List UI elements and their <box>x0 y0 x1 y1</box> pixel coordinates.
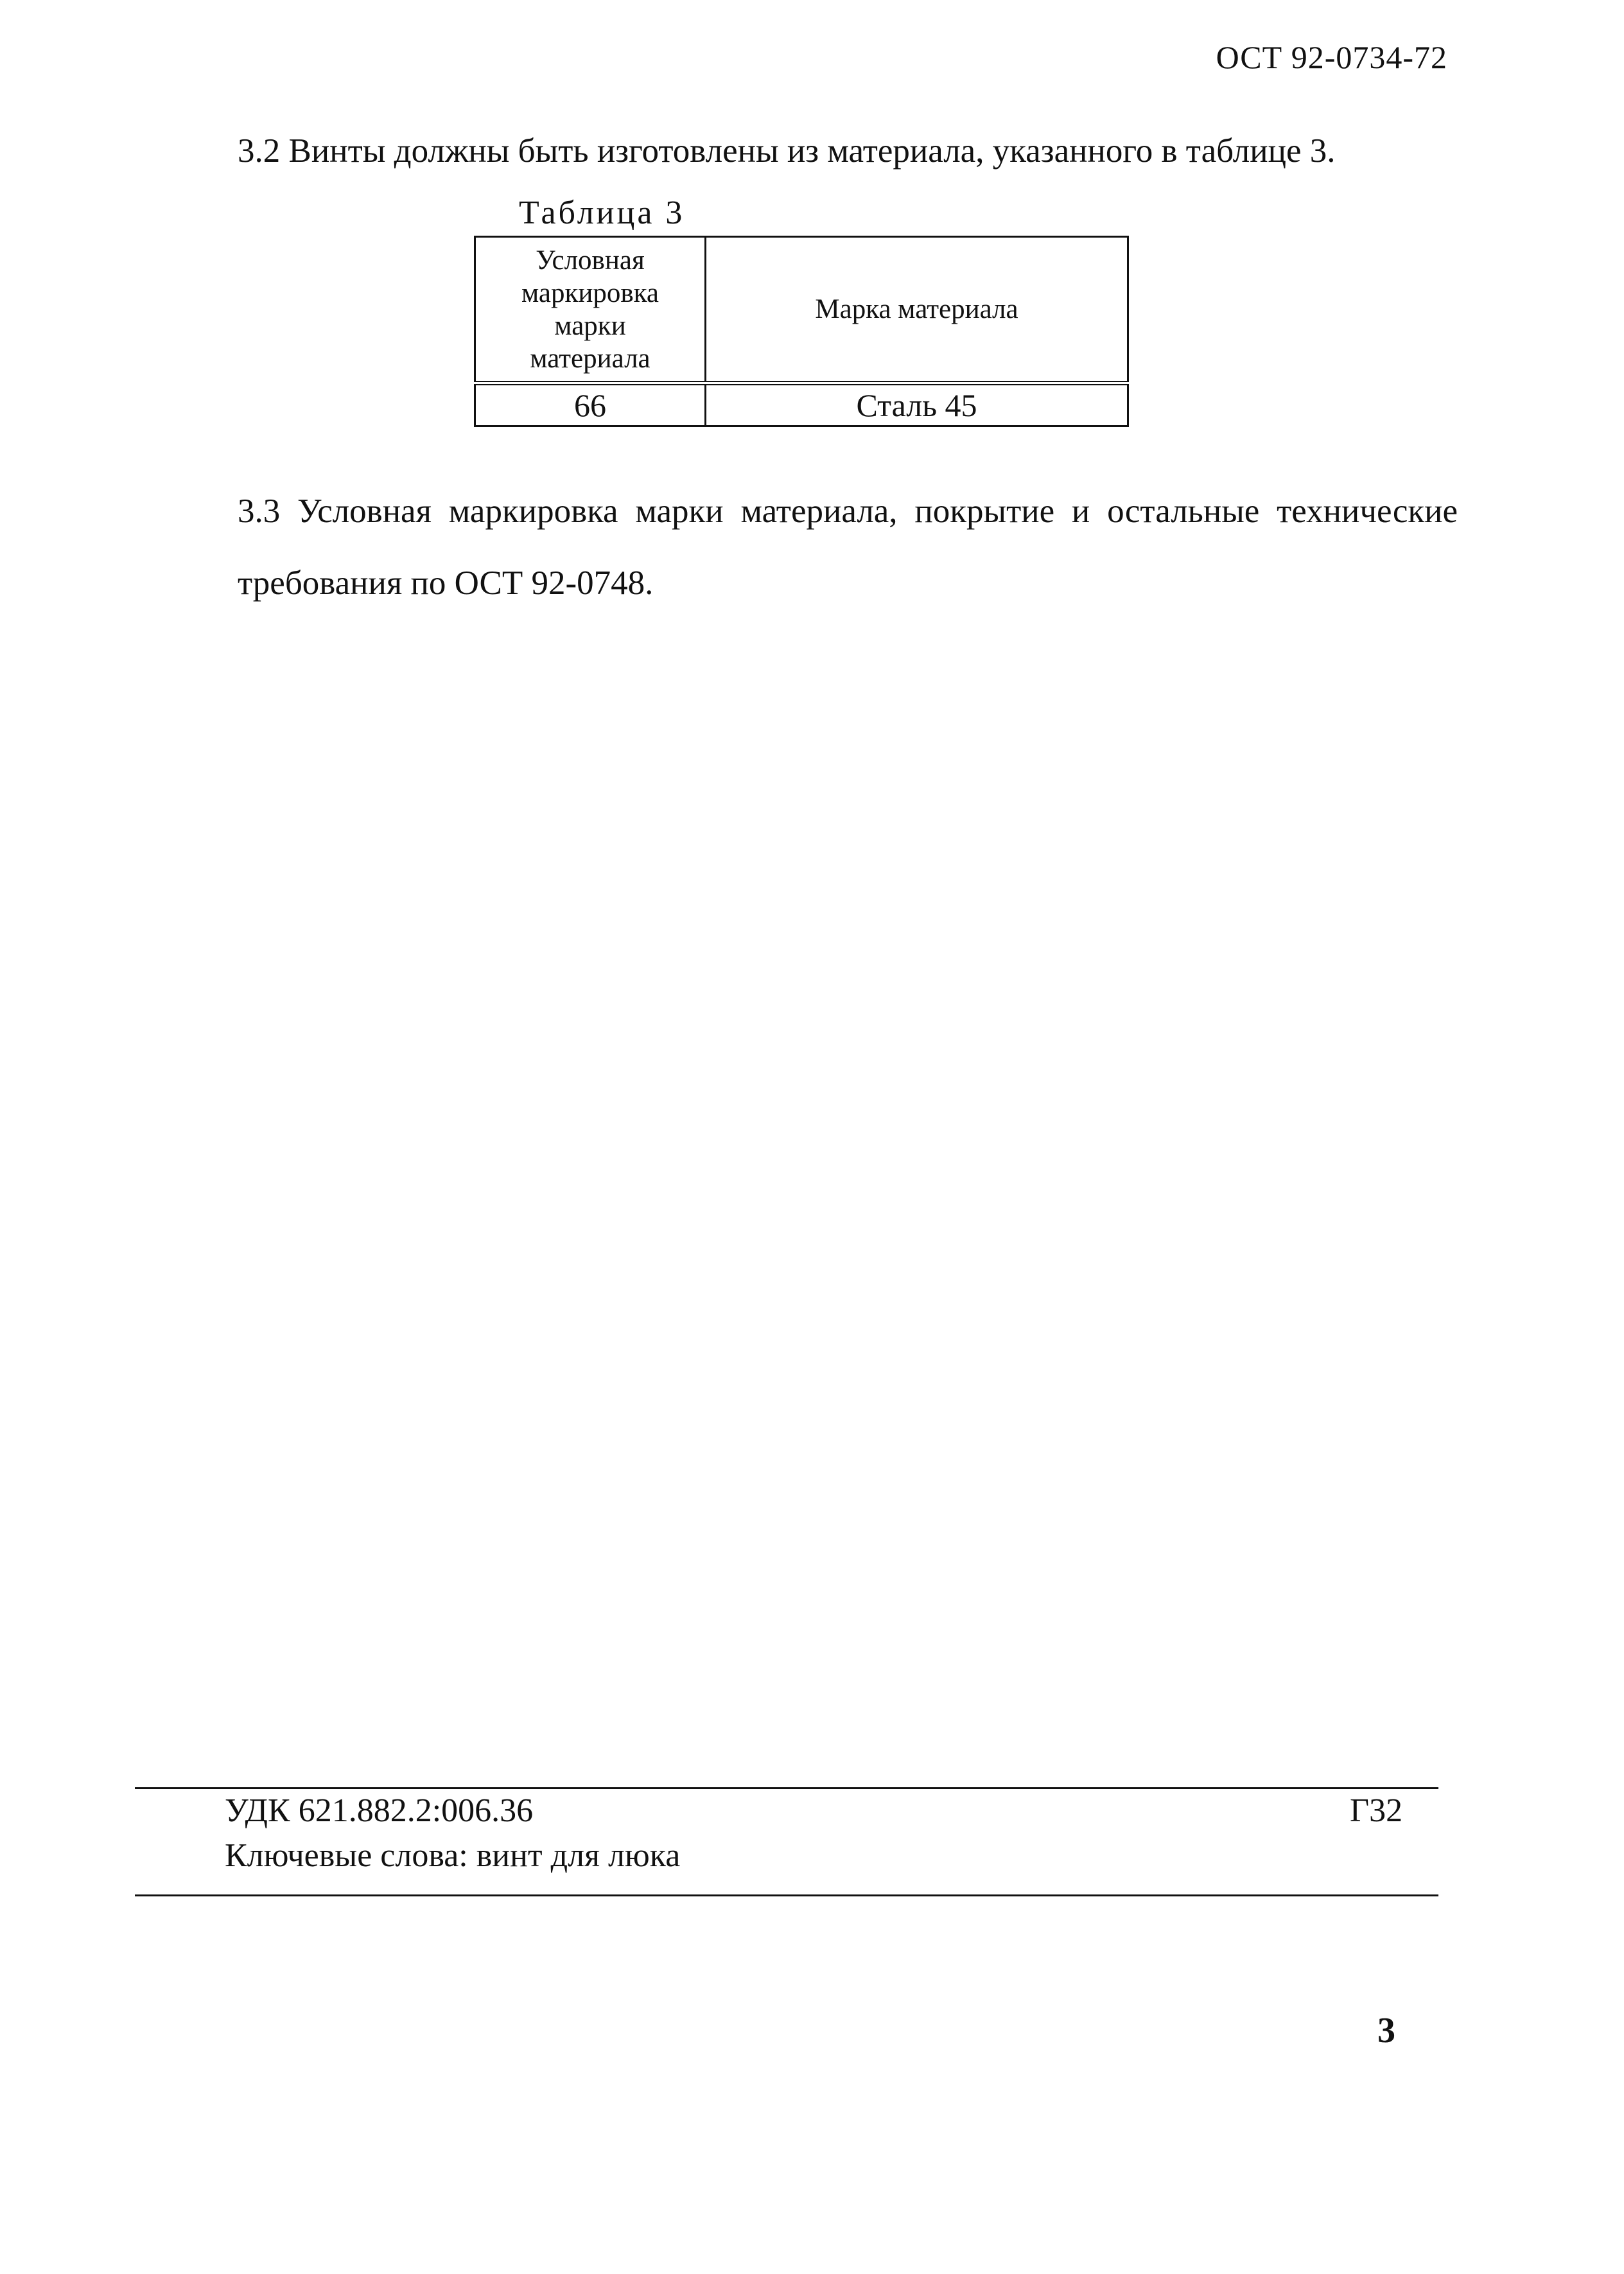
table-row <box>475 383 1128 426</box>
document-code: ОСТ 92-0734-72 <box>1216 39 1447 75</box>
page-number: 3 <box>1377 2011 1395 2051</box>
table-header-row <box>475 237 1128 383</box>
header-marking-line-3: марки <box>554 310 626 341</box>
cell-material: Сталь 45 <box>706 383 1128 426</box>
footer-rule-bottom <box>135 1894 1438 1896</box>
footer-rule-top <box>135 1787 1438 1789</box>
table-caption: Таблица 3 <box>519 195 685 231</box>
header-material: Марка материала <box>706 237 1128 383</box>
material-table <box>474 236 1129 427</box>
classification-code: Г32 <box>1350 1792 1403 1829</box>
udk-code: УДК 621.882.2:006.36 <box>225 1792 534 1829</box>
cell-marking: 66 <box>475 383 706 426</box>
header-marking <box>475 237 706 383</box>
keywords: Ключевые слова: винт для люка <box>225 1837 681 1874</box>
paragraph-3-2: 3.2 Винты должны быть изготовлены из материала, указанного в таблице 3. <box>238 132 1336 170</box>
header-marking-line-1: Условная <box>536 245 645 276</box>
header-marking-line-2: маркировка <box>521 277 659 308</box>
paragraph-3-3: 3.3 Условная маркировка марки материала, покрытие и остальные технические требования по ОСТ 92-0748. <box>238 493 1458 602</box>
header-marking-line-4: материала <box>530 343 650 374</box>
